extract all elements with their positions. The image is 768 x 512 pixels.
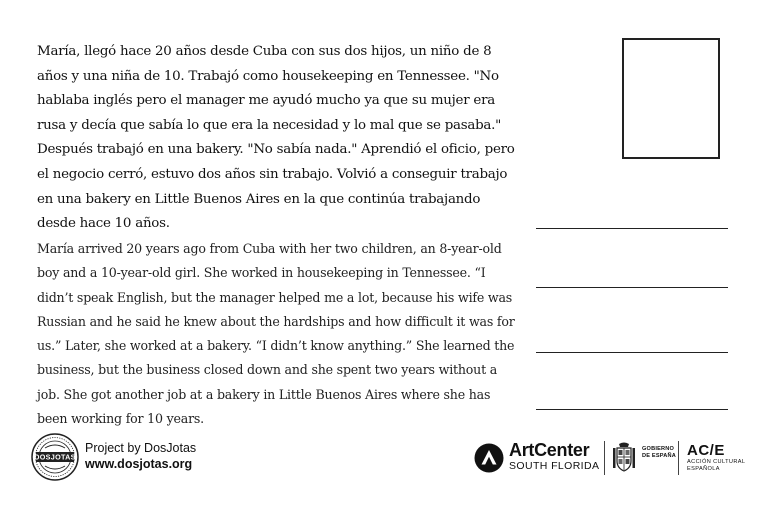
- dosjotas-seal-logo: [31, 433, 79, 481]
- spain-coat-of-arms-icon: [612, 441, 636, 475]
- address-line: [536, 352, 728, 353]
- gobierno-wordmark: [642, 446, 676, 460]
- address-line: [536, 409, 728, 410]
- dosjotas-seal-text: DOSJOTAS: [34, 452, 76, 462]
- address-line: [536, 287, 728, 288]
- spanish-story-paragraph: María, llegó hace 20 años desde Cuba con sus dos hijos, un niño de 8 años y una niña de 10. Trabajó como housekeeping en Tennessee. "No hablaba inglés pero el manager me ayudó mucho ya que su mujer era rusa y decía que sabía lo que era la necesidad y lo mal que se pasaba." Después trabajó en una bakery. "No sabía nada." Aprendió el oficio, pero el negocio cerró, estuvo dos años sin trabajo. Volvió a conseguir trabajo en una bakery en Little Buenos Aires en la que continúa trabajando desde hace 10 años.: [37, 44, 515, 232]
- gobierno-line1: GOBIERNO: [642, 446, 675, 452]
- logo-divider: [604, 441, 605, 475]
- ace-name: AC/E: [687, 442, 725, 459]
- artcenter-subtitle: SOUTH FLORIDA: [509, 460, 600, 472]
- artcenter-wordmark: [509, 440, 599, 472]
- ace-wordmark: [687, 442, 745, 473]
- artcenter-name: ArtCenter: [509, 440, 590, 460]
- logo-divider: [678, 441, 679, 475]
- gobierno-line2: DE ESPAÑA: [642, 453, 677, 459]
- ace-line1: ACCIÓN CULTURAL: [687, 459, 746, 465]
- dosjotas-url-link[interactable]: www.dosjotas.org: [85, 457, 193, 471]
- address-line: [536, 228, 728, 229]
- dosjotas-credit: [85, 441, 196, 472]
- project-by-label: Project by DosJotas: [85, 441, 197, 455]
- artcenter-logo-icon: [474, 443, 504, 473]
- stamp-box: [622, 38, 720, 159]
- footer-logos: [0, 430, 768, 490]
- ace-line2: ESPAÑOLA: [687, 466, 720, 472]
- english-story-paragraph: María arrived 20 years ago from Cuba with her two children, an 8-year-old boy and a 10-year-old girl. She worked in housekeeping in Tennessee. “I didn’t speak English, but the manager helped me a lot, because his wife was Russian and he said he knew about the hardships and how difficult it was for us.” Later, she worked at a bakery. “I didn’t know anything.” She learned the business, but the business closed down and she spent two years without a job. She got another job at a bakery in Little Buenos Aires where she has been working for 10 years.: [37, 241, 515, 427]
